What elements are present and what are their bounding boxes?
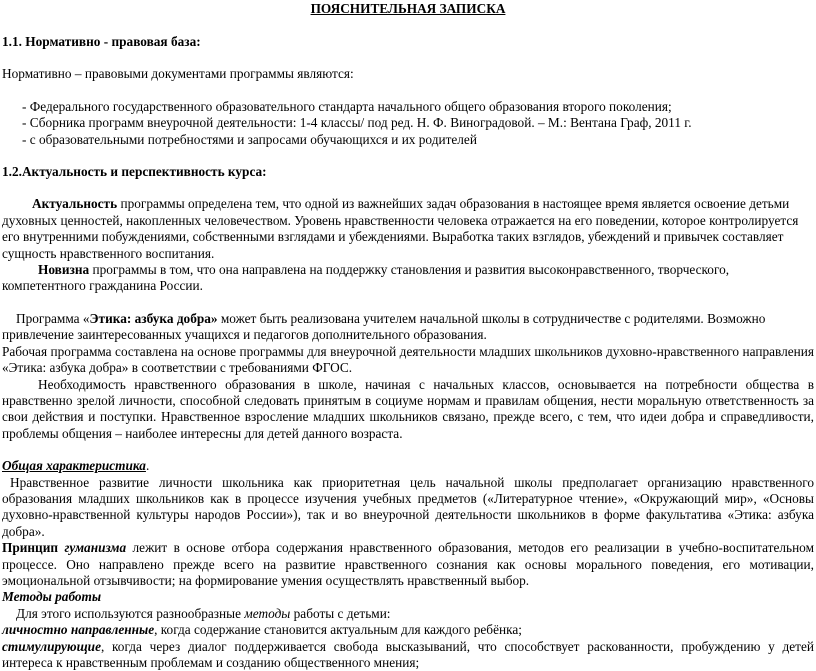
humanism-term: гуманизма	[64, 540, 127, 556]
relevance-paragraph	[2, 196, 814, 262]
relevance-term: Актуальность	[32, 196, 118, 212]
list-item: - с образовательными потребностями и запросами обучающихся и их родителей	[22, 131, 477, 147]
methods-intro-a: Для этого используются разнообразные	[16, 605, 245, 621]
method-stimulating-term: стимулирующие	[2, 638, 101, 654]
method-stimulating-text: , когда через диалог поддерживается свобода высказываний, что способствует раскованности, пробуждению у детей интереса к нравственным проблемам и созданию общественного мнения;	[2, 638, 814, 670]
section-heading-characteristics	[2, 458, 814, 474]
humanism-paragraph	[2, 540, 814, 589]
list-item: - Сборника программ внеурочной деятельности: 1-4 классы/ под ред. Н. Ф. Виноградовой. – М.: Вентана Граф, 2011 г.	[22, 115, 692, 131]
method-item	[2, 622, 814, 638]
methods-heading: Методы работы	[2, 589, 102, 605]
document-page	[0, 1, 816, 670]
program-text-b: может быть реализована учителем начальной школы в сотрудничестве с родителями. Возможно привлечение заинтересованных учащихся и педагогов дополнительного образования.	[2, 310, 766, 343]
novelty-term: Новизна	[38, 262, 90, 278]
methods-intro	[2, 606, 814, 622]
relevance-text: программы определена тем, что одной из важнейших задач образования в настоящее время является освоение детьми духовных ценностей, накопленных человечеством. Уровень нравственности человека отражается на его поведении, которое контролируется его внутренними побуждениями, собственными взглядами и убеждениями. Выработка таких взглядов, убеждений и привычек составляет сущность нравственного воспитания.	[2, 196, 799, 261]
method-personal-text: , когда содержание становится актуальным для каждого ребёнка;	[154, 622, 522, 638]
method-personal-term: личностно направленные	[2, 622, 155, 638]
program-text-a: Программа «	[16, 310, 90, 326]
list-item: - Федерального государственного образовательного стандарта начального общего образования второго поколения;	[22, 98, 672, 114]
method-item	[2, 639, 814, 671]
methods-term: методы	[244, 605, 291, 621]
document-title: ПОЯСНИТЕЛЬНАЯ ЗАПИСКА	[310, 1, 506, 16]
characteristics-heading: Общая характеристика	[2, 458, 146, 474]
methods-intro-b: работы с детьми:	[290, 605, 391, 621]
novelty-paragraph	[2, 262, 814, 295]
necessity-paragraph: Необходимость нравственного образования в школе, начиная с начальных классов, основывается на потребности общества в нравственно зрелой личности, способной следовать принятым в социуме нормам и правилам общения, нести моральную ответственность за свои действия и поступки. Нравственное взросление младших школьников связано, прежде всего, с тем, что идеи добра и справедливости, проблемы общения – наиболее интересны для детей данного возраста.	[2, 376, 814, 441]
characteristics-paragraph: Нравственное развитие личности школьника как приоритетная цель начальной школы предполагает организацию нравственного образования младших школьников как в процессе изучения учебных предметов («Литературное чтение», «Окружающий мир», «Основы духовно-нравственной культуры народов России»), так и во внеурочной деятельности школьников в форме факультатива «Этика: азбука добра».	[2, 474, 814, 539]
novelty-text: программы в том, что она направлена на поддержку становления и развития высоконравственного, творческого, компетентного гражданина России.	[2, 262, 730, 294]
normative-list	[2, 99, 814, 148]
section-heading-relevance: 1.2.Актуальность и перспективность курса:	[2, 164, 267, 180]
work-program-paragraph: Рабочая программа составлена на основе программы для внеурочной деятельности младших школьников духовно-нравственного направления «Этика: азбука добра» в соответствии с требованиями ФГОС.	[2, 343, 814, 376]
section-heading-normative: 1.1. Нормативно - правовая база:	[2, 34, 201, 49]
characteristics-heading-dot: .	[145, 458, 150, 474]
principle-term: Принцип	[2, 540, 65, 556]
humanism-text: лежит в основе отбора содержания нравственного образования, методов его реализации в учебно-воспитательном процессе. Оно направлено прежде всего на развитие нравственного сознания как основы морального поведения, его мотивации, эмоциональной отзывчивости; на формирование умения осуществлять нравственный выбор.	[2, 540, 814, 588]
normative-intro: Нормативно – правовыми документами программы являются:	[2, 66, 354, 82]
program-paragraph	[2, 311, 814, 344]
program-name: Этика: азбука добра»	[89, 310, 218, 326]
